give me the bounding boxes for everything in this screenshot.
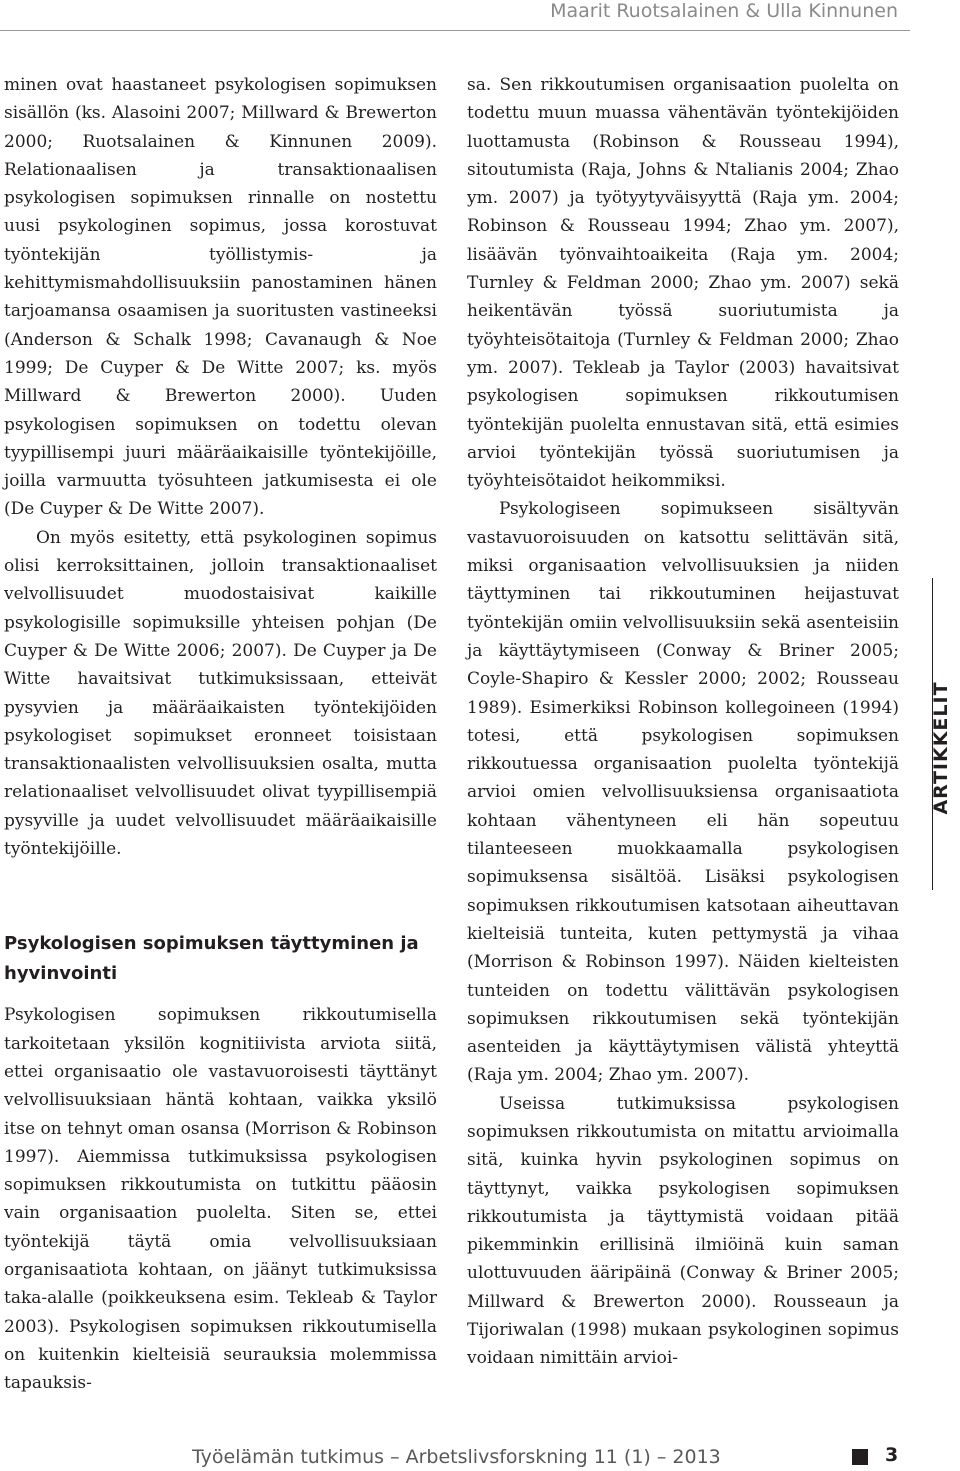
left-column [4, 71, 437, 1397]
right-paragraph-3: Useissa tutkimuksissa psykologisen sopimuksen rikkoutumista on mitattu arvioimalla sitä, kuinka hyvin psykologinen sopimus on täyttynyt, vaikka psykologisen sopimuksen rikkoutumista ja täyttymistä voidaan pitää pikemminkin erillisinä ilmiöinä kuin saman ulottuvuuden ääripäinä (Conway & Briner 2005; Millward & Brewerton 2000). Rousseaun ja Tijoriwalan (1998) mukaan psykologinen sopimus voidaan nimittäin arvioi- [467, 1093, 899, 1369]
right-paragraph-1: sa. Sen rikkoutumisen organisaation puolelta on todettu muun muassa vähentävän työntekijöiden luottamusta (Robinson & Rousseau 1994), sitoutumista (Raja, Johns & Ntalianis 2004; Zhao ym. 2007) ja työtyytyväisyyttä (Raja ym. 2004; Robinson & Rousseau 1994; Zhao ym. 2007), lisäävän työnvaihtoaikeita (Raja ym. 2004; Turnley & Feldman 2000; Zhao ym. 2007) sekä heikentävän työssä suoriutumista ja työyhteisötaitoja (Turnley & Feldman 2000; Zhao ym. 2007). Tekleab ja Taylor (2003) havaitsivat psykologisen sopimuksen rikkoutumisen työntekijän puolelta ennustavan sitä, että esimies arvioi työntekijän työssä suoriutumisen ja työyhteisötaidot heikommiksi. [467, 75, 899, 492]
footer-square-marker [852, 1449, 868, 1465]
section-side-label [921, 668, 960, 828]
right-paragraph-2: Psykologiseen sopimukseen sisältyvän vastavuoroisuuden on katsottu selittävän sitä, miksi organisaation velvollisuuksien ja niiden täyttyminen tai rikkoutuminen heijastuvat työntekijän omiin velvollisuuksiin sekä asenteisiin ja käyttäytymiseen (Conway & Briner 2005; Coyle-Shapiro & Kessler 2000; 2002; Rousseau 1989). Esimerkiksi Robinson kollegoineen (1994) totesi, että psykologisen sopimuksen rikkoutuessa organisaation puolelta työntekijä arvioi omien velvollisuuksiensa organisaatiota kohtaan vähentyneen eli hän sopeutuu tilanteeseen muokkaamalla psykologisen sopimuksensa sisältöä. Lisäksi psykologisen sopimuksen rikkoutumisen katsotaan aiheuttavan kielteisiä tunteita, kuten pettymystä ja vihaa (Morrison & Robinson 1997). Näiden kielteisten tunteiden on todettu välittävän psykologisen sopimuksen rikkoutumisen sekä työntekijän asenteiden ja käyttäytymisen välistä yhteyttä (Raja ym. 2004; Zhao ym. 2007). [467, 499, 899, 1086]
left-paragraph-3: Psykologisen sopimuksen rikkoutumisella tarkoitetaan yksilön kognitiivista arviota siitä, ettei organisaatio ole vastavuoroisesti täyttänyt velvollisuuksiaan häntä kohtaan, vaikka yksilö itse on tehnyt oman osansa (Morrison & Robinson 1997). Aiemmissa tutkimuksissa psykologisen sopimuksen rikkoutumista on tutkittu pääosin vain organisaation puolelta. Siten se, ettei työntekijä täytä omia velvollisuuksiaan organisaatiota kohtaan, on jäänyt tutkimuksissa taka-alalle (poikkeuksena esim. Tekleab & Taylor 2003). Psykologisen sopimuksen rikkoutumisella on kuitenkin kielteisiä seurauksia molemmissa tapauksis- [4, 1005, 437, 1394]
side-label-text: ARTIKKELIT [930, 681, 952, 815]
journal-footer: Työelämän tutkimus – Arbetslivsforskning 11 (1) – 2013 [192, 1446, 721, 1468]
left-paragraph-1: minen ovat haastaneet psykologisen sopimuksen sisällön (ks. Alasoini 2007; Millward & Brewerton 2000; Ruotsalainen & Kinnunen 2009). Relationaalisen ja transaktionaalisen psykologisen sopimuksen rinnalle on nostettu uusi psykologinen sopimus, jossa korostuvat työntekijän työllistymis- ja kehittymismahdollisuuksiin panostaminen hänen tarjoamansa osaamisen ja suoritusten vastineeksi (Anderson & Schalk 1998; Cavanaugh & Noe 1999; De Cuyper & De Witte 2007; ks. myös Millward & Brewerton 2000). Uuden psykologisen sopimuksen on todettu olevan tyypillisempi juuri määräaikaisille työntekijöille, joilla varmuutta työsuhteen jatkumisesta ei ole (De Cuyper & De Witte 2007). [4, 75, 437, 520]
right-column [467, 71, 899, 1373]
running-header: Maarit Ruotsalainen & Ulla Kinnunen [550, 0, 898, 22]
section-heading: Psykologisen sopimuksen täyttyminen ja hyvinvointi [4, 933, 419, 985]
header-divider [0, 30, 910, 31]
left-paragraph-2: On myös esitetty, että psykologinen sopimus olisi kerroksittainen, jolloin transaktionaaliset velvollisuudet muodostaisivat kaikille psykologisille sopimuksille yhteisen pohjan (De Cuyper & De Witte 2006; 2007). De Cuyper ja De Witte havaitsivat tutkimuksissaan, etteivät pysyvien ja määräaikaisten työntekijöiden psykologiset sopimukset eronneet toisistaan transaktionaalisten velvollisuuksien osalta, mutta relationaaliset velvollisuudet olivat tyypillisempiä pysyville ja uudet velvollisuudet määräaikaisille työntekijöille. [4, 527, 437, 860]
page-number: 3 [885, 1444, 899, 1466]
